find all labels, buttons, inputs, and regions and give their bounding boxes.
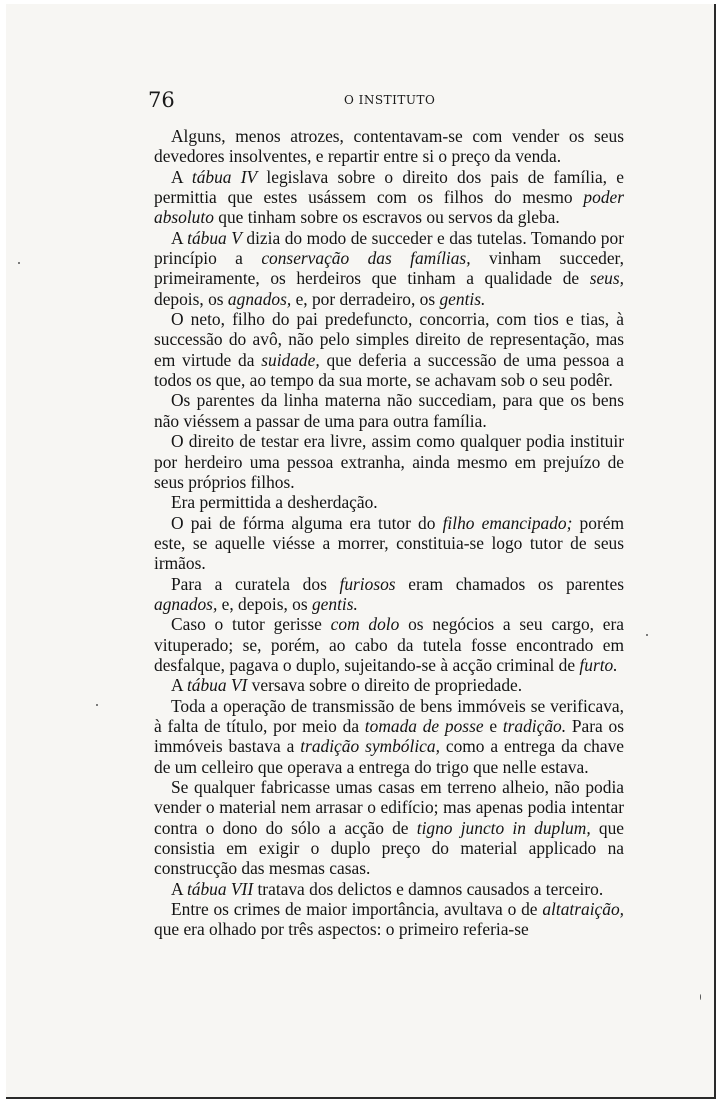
italic-text: tomada de posse: [364, 715, 484, 736]
italic-text: furiosos: [339, 573, 396, 594]
paragraph: [154, 492, 624, 512]
text-run: Para os immóveis bastava a: [154, 715, 624, 757]
text-run: Era permittida a desherdação.: [171, 492, 378, 513]
italic-text: agnados,: [154, 593, 218, 614]
text-run: A: [171, 675, 187, 696]
paragraph: [154, 696, 624, 777]
scan-speck: [646, 634, 648, 636]
italic-text: tábua VI: [186, 675, 248, 696]
page-header: [148, 88, 624, 112]
italic-text: tradição.: [502, 715, 567, 736]
italic-text: altatraição,: [542, 899, 624, 920]
italic-text: filho emancipado;: [442, 512, 573, 533]
paragraph: [154, 675, 624, 695]
text-run: legislava sobre o direito dos pais de família, e permittia que estes usássem com os filhos do mesmo: [154, 166, 625, 208]
scan-speck: [18, 262, 20, 264]
italic-text: tábua VII: [186, 878, 254, 899]
text-run: que consistia em exigir o duplo preço do material applicado na construcção das mesmas casas.: [154, 817, 624, 879]
paragraph: [154, 309, 624, 390]
text-run: O direito de testar era livre, assim como qualquer podia instituir por herdeiro uma pessoa extranha, ainda mesmo em prejuízo de seus próprios filhos.: [154, 431, 624, 492]
text-run: depois, os: [154, 288, 228, 309]
italic-text: agnados,: [227, 288, 292, 309]
paragraph: [154, 879, 624, 899]
text-run: O neto, filho do pai predefuncto, concorria, com tios e tias, à successão do avô, não pelo simples direito de representação, mas em virtude da: [154, 309, 624, 370]
paragraph: [154, 126, 624, 167]
paragraph: [154, 228, 624, 309]
italic-text: tradição symbólica,: [300, 736, 440, 757]
scan-speck: [700, 994, 701, 1000]
paragraph: [154, 390, 624, 431]
paragraph: [154, 614, 624, 675]
text-run: Entre os crimes de maior importância, avultava o de: [171, 899, 543, 920]
text-run: que deferia a successão de uma pessoa a todos os que, ao tempo da sua morte, se achavam sob o seu podêr.: [154, 349, 624, 391]
text-run: Caso o tutor gerisse: [171, 614, 331, 635]
text-run: os negócios a seu cargo, era vituperado; se, porém, ao cabo da tutela fosse encontrado em desfalque, pagava o duplo, sujeitando-se à acção criminal de: [154, 614, 624, 675]
italic-text: seus,: [589, 268, 624, 289]
paragraph: [154, 513, 624, 574]
text-run: vinham succeder, primeiramente, os herdeiros que tinham a qualidade de: [154, 248, 625, 289]
italic-text: gentis.: [311, 593, 358, 614]
text-run: e, por derradeiro, os: [291, 288, 440, 309]
text-run: que tinham sobre os escravos ou servos da gleba.: [213, 207, 560, 228]
italic-text: conservação das famílias,: [261, 248, 471, 269]
italic-text: gentis.: [439, 288, 486, 309]
body-text: [154, 126, 624, 940]
page-number: 76: [148, 88, 175, 112]
running-head: O INSTITUTO: [344, 93, 436, 107]
text-run: versava sobre o direito de propriedade.: [247, 675, 523, 696]
italic-text: tigno juncto in duplum,: [416, 817, 591, 838]
italic-text: com dolo: [330, 614, 400, 635]
paragraph: [154, 167, 624, 228]
text-run: que era olhado por três aspectos: o primeiro referia-se: [154, 919, 529, 940]
text-run: O pai de fórma alguma era tutor do: [171, 512, 443, 533]
scan-speck: [96, 704, 98, 706]
text-run: porém este, se aquelle viésse a morrer, constituia-se logo tutor de seus irmãos.: [154, 512, 624, 574]
text-run: e, depois, os: [217, 593, 312, 614]
text-run: Alguns, menos atrozes, contentavam-se com vender os seus devedores insolventes, e repartir entre si o preço da venda.: [154, 126, 624, 167]
text-run: Se qualquer fabricasse umas casas em terreno alheio, não podia vender o material nem arrasar o edifício; mas apenas podia intentar contra o dono do sólo a acção de: [154, 777, 624, 838]
paragraph: [154, 777, 624, 879]
text-run: Toda a operação de transmissão de bens immóveis se verificava, à falta de título, por meio da: [154, 695, 624, 736]
text-run: como a entrega da chave de um celleiro que operava a entrega do trigo que nelle estava.: [154, 736, 625, 777]
italic-text: furto.: [579, 654, 618, 675]
paragraph: [154, 899, 624, 940]
text-run: eram chamados os parentes: [395, 573, 624, 594]
text-run: A: [171, 166, 192, 187]
text-run: dizia do modo de succeder e das tutelas. Tomando por princípio a: [154, 227, 624, 269]
paragraph: [154, 431, 624, 492]
italic-text: poder absoluto: [154, 187, 624, 228]
text-run: A: [171, 227, 188, 248]
text-run: Os parentes da linha materna não succediam, para que os bens não viéssem a passar de uma para outra família.: [154, 390, 624, 431]
text-run: tratava dos delictos e damnos causados a terceiro.: [253, 878, 604, 899]
italic-text: tábua IV: [191, 166, 258, 187]
paragraph: [154, 574, 624, 615]
italic-text: tábua V: [187, 227, 242, 248]
text-run: e: [483, 715, 503, 736]
text-run: Para a curatela dos: [171, 573, 340, 594]
text-run: A: [171, 878, 187, 899]
italic-text: suidade,: [261, 349, 320, 370]
